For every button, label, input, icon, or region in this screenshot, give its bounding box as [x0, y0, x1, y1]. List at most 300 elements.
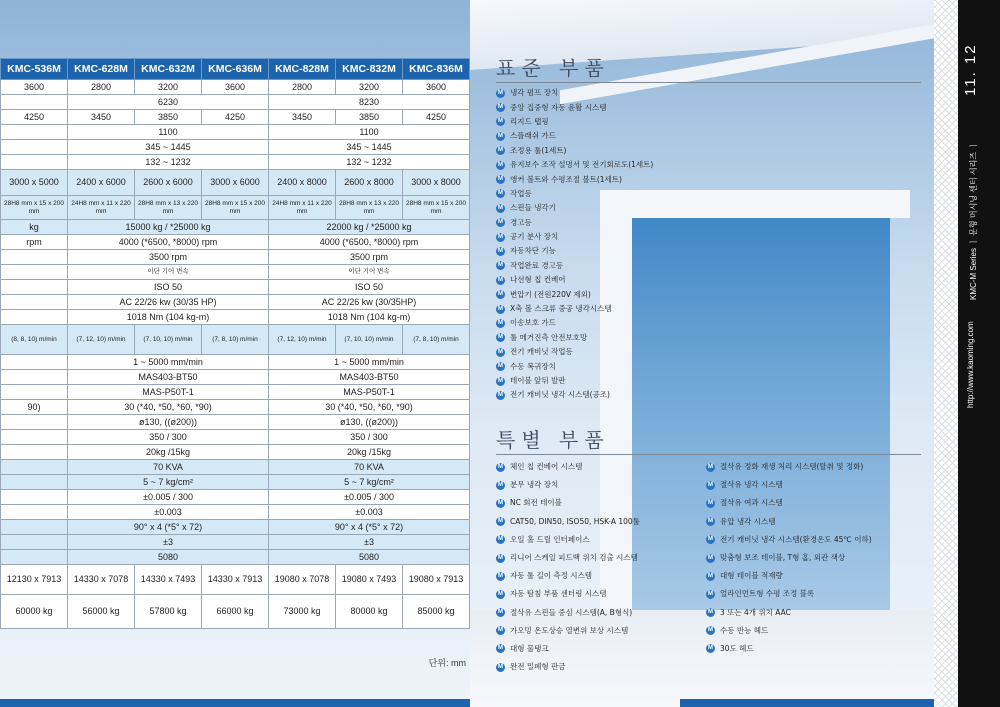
bullet-m-icon: M	[708, 572, 713, 579]
spec-row	[1, 385, 470, 400]
part-item-label: 30도 헤드	[720, 643, 754, 653]
spec-cell: 30 (*40, *50, *60, *90)	[269, 400, 470, 415]
bullet-m-icon: M	[498, 276, 503, 283]
part-item-label: 공기 분사 장치	[510, 232, 559, 242]
spec-cell: 4250	[1, 110, 68, 125]
part-item-label: 중앙 집중형 자동 윤활 시스템	[510, 102, 607, 112]
spec-row	[1, 155, 470, 170]
bullet-m-icon: M	[498, 536, 503, 543]
part-item	[496, 374, 653, 388]
part-item	[496, 549, 640, 567]
spec-cell: 28H8 mm x 15 x 200 mm	[1, 196, 68, 220]
special-divider	[496, 454, 921, 455]
part-item-label: 리니어 스케일 피드백 위치 검출 시스템	[510, 553, 638, 563]
spec-table	[0, 58, 470, 629]
bottom-stripe-left	[0, 699, 470, 707]
bullet-m-icon: M	[498, 463, 503, 470]
spec-row	[1, 295, 470, 310]
bottom-stripe-right	[680, 699, 934, 707]
part-item-label: 앵커 볼트와 수평조절 볼트(1세트)	[510, 174, 622, 184]
spec-cell: 5 ~ 7 kg/cm²	[68, 475, 269, 490]
bullet-m-icon: M	[498, 233, 503, 240]
bullet-m-icon: M	[498, 291, 503, 298]
bullet-m-icon: M	[498, 176, 503, 183]
bullet-m-icon: M	[708, 463, 713, 470]
part-item-label: 리지드 탭핑	[510, 116, 549, 126]
bullet-m-icon: M	[498, 609, 503, 616]
spec-cell: 2600 x 6000	[135, 170, 202, 196]
spec-cell: AC 22/26 kw (30/35HP)	[269, 295, 470, 310]
spec-cell: ±3	[68, 535, 269, 550]
spec-cell: 1100	[68, 125, 269, 140]
spec-cell: 4250	[403, 110, 470, 125]
unit-label: 단위: mm	[428, 658, 466, 668]
spec-row	[1, 520, 470, 535]
part-item-label: CAT50, DIN50, ISO50, HSK-A 100툴	[510, 516, 640, 526]
part-item-label: 스플래쉬 가드	[510, 131, 556, 141]
bullet-m-icon: M	[498, 590, 503, 597]
part-item	[496, 144, 653, 158]
bullet-m-icon: M	[498, 554, 503, 561]
spec-cell: 이단 기어 변속	[269, 265, 470, 280]
spec-row	[1, 445, 470, 460]
spec-cell	[1, 140, 68, 155]
part-item	[496, 129, 653, 143]
spec-row	[1, 595, 470, 629]
part-item	[496, 331, 653, 345]
spec-cell: 20kg /15kg	[269, 445, 470, 460]
part-item	[706, 531, 928, 549]
part-item	[496, 187, 653, 201]
bullet-m-icon: M	[498, 627, 503, 634]
spec-cell: 3600	[403, 80, 470, 95]
part-item-label: 전기 캐비닛 작업등	[510, 347, 573, 357]
part-item-label: NC 회전 테이블	[510, 498, 562, 508]
part-item	[706, 458, 928, 476]
part-item-label: 냉각 펌프 장치	[510, 88, 559, 98]
spec-row	[1, 325, 470, 355]
spec-cell: 4000 (*6500, *8000) rpm	[68, 235, 269, 250]
part-item-label: 자동 탐침 부품 센터링 시스템	[510, 589, 607, 599]
bullet-m-icon: M	[498, 262, 503, 269]
part-item-label: 자동 툴 길이 측정 시스템	[510, 571, 592, 581]
model-header: KMC-632M	[135, 59, 202, 80]
bullet-m-icon: M	[498, 147, 503, 154]
spec-cell: 20kg /15kg	[68, 445, 269, 460]
bullet-m-icon: M	[708, 536, 713, 543]
standard-parts-heading: 표준 부품	[496, 56, 610, 80]
part-item-label: 오일 홀 드릴 인터페이스	[510, 534, 590, 544]
spec-cell: 3500 rpm	[269, 250, 470, 265]
spec-cell: 2600 x 8000	[336, 170, 403, 196]
part-item-label: 자동차단 기능	[510, 246, 556, 256]
part-item	[496, 273, 653, 287]
bullet-m-icon: M	[708, 518, 713, 525]
part-item-label: 툴 메거진측 안전보호망	[510, 332, 588, 342]
spec-cell: 4250	[202, 110, 269, 125]
spec-cell: AC 22/26 kw (30/35 HP)	[68, 295, 269, 310]
spec-row	[1, 400, 470, 415]
spec-row	[1, 430, 470, 445]
part-item	[496, 100, 653, 114]
spec-cell: 57800 kg	[135, 595, 202, 629]
part-item-label: 테이블 앞뒤 발판	[510, 376, 566, 385]
spec-cell: 70 KVA	[269, 460, 470, 475]
spec-row	[1, 490, 470, 505]
spec-cell: 28H8 mm x 15 x 200 mm	[202, 196, 269, 220]
spec-cell	[1, 520, 68, 535]
spec-cell: 28H8 mm x 15 x 200 mm	[403, 196, 470, 220]
spec-cell: MAS-P50T-1	[68, 385, 269, 400]
spec-cell: ISO 50	[68, 280, 269, 295]
spec-cell: 132 ~ 1232	[68, 155, 269, 170]
spec-row	[1, 280, 470, 295]
part-item-label: 완전 밀폐형 판금	[510, 662, 566, 672]
bullet-m-icon: M	[498, 219, 503, 226]
spec-cell: ±3	[269, 535, 470, 550]
spec-cell: 60000 kg	[1, 595, 68, 629]
spec-cell: 12130 x 7913	[1, 565, 68, 595]
model-header-row	[1, 59, 470, 80]
spec-cell: 85000 kg	[403, 595, 470, 629]
spec-cell: 3600	[202, 80, 269, 95]
spec-cell: 56000 kg	[68, 595, 135, 629]
part-item-label: 전기 캐비닛 냉각 시스템(환경온도 45℃ 이하)	[720, 534, 872, 544]
spec-cell: kg	[1, 220, 68, 235]
part-item	[496, 115, 653, 129]
spec-cell: 2800	[269, 80, 336, 95]
spec-cell: ø130, ((ø200))	[269, 415, 470, 430]
part-item-label: 분무 냉각 장치	[510, 480, 559, 490]
part-item	[706, 604, 928, 622]
part-item	[496, 476, 640, 494]
bullet-m-icon: M	[708, 590, 713, 597]
part-item-label: 변압기 (전원220V 제외)	[510, 289, 591, 299]
bullet-m-icon: M	[708, 554, 713, 561]
spec-cell	[1, 310, 68, 325]
spec-cell	[1, 125, 68, 140]
spec-cell: 1018 Nm (104 kg-m)	[68, 310, 269, 325]
spec-cell: (7, 8, 10) m/min	[403, 325, 470, 355]
model-header: KMC-836M	[403, 59, 470, 80]
spec-cell: 1018 Nm (104 kg-m)	[269, 310, 470, 325]
spec-cell: 이단 기어 변속	[68, 265, 269, 280]
spec-cell: rpm	[1, 235, 68, 250]
spec-cell	[1, 475, 68, 490]
part-item	[496, 567, 640, 585]
part-item-label: 얼라인먼트형 수평 조정 블록	[720, 589, 815, 599]
bullet-m-icon: M	[498, 118, 503, 125]
bullet-m-icon: M	[708, 499, 713, 506]
spec-cell	[1, 355, 68, 370]
spec-cell	[1, 535, 68, 550]
spec-cell: 3850	[336, 110, 403, 125]
spec-cell: 28H8 mm x 13 x 220 mm	[135, 196, 202, 220]
part-item-label: X축 볼 스크류 중공 냉각시스템	[510, 304, 612, 314]
special-parts-list-left	[496, 458, 640, 676]
bullet-m-icon: M	[708, 609, 713, 616]
spec-row	[1, 220, 470, 235]
spec-cell: 3000 x 5000	[1, 170, 68, 196]
spec-cell: (7, 12, 10) m/min	[68, 325, 135, 355]
part-item	[496, 172, 653, 186]
bullet-m-icon: M	[498, 247, 503, 254]
spec-row	[1, 505, 470, 520]
part-item	[706, 549, 928, 567]
bullet-m-icon: M	[708, 481, 713, 488]
spec-row	[1, 235, 470, 250]
part-item	[496, 316, 653, 330]
bullet-m-icon: M	[498, 499, 503, 506]
spec-cell	[1, 370, 68, 385]
spec-cell: 5080	[68, 550, 269, 565]
spec-cell: 2400 x 6000	[68, 170, 135, 196]
part-item-label: 절삭유 스핀들 중심 시스템(A, B형식)	[510, 607, 633, 617]
spec-cell: ±0.003	[68, 505, 269, 520]
part-item-label: 작업등	[510, 188, 532, 198]
spec-cell	[1, 250, 68, 265]
bullet-m-icon: M	[498, 663, 503, 670]
part-item-label: 유지보수 조작 설명서 및 전기회로도(1세트)	[510, 160, 654, 170]
spec-cell: 90° x 4 (*5° x 72)	[269, 520, 470, 535]
spec-cell: 3850	[135, 110, 202, 125]
part-item	[496, 201, 653, 215]
spec-cell: 1 ~ 5000 mm/min	[269, 355, 470, 370]
part-item	[496, 513, 640, 531]
spec-cell: 2400 x 8000	[269, 170, 336, 196]
spec-cell: 5080	[269, 550, 470, 565]
spec-cell: ISO 50	[269, 280, 470, 295]
part-item	[496, 531, 640, 549]
spec-cell: 350 / 300	[269, 430, 470, 445]
part-item	[706, 622, 928, 640]
spec-cell: 24H8 mm x 11 x 220 mm	[269, 196, 336, 220]
spec-cell: 19080 x 7493	[336, 565, 403, 595]
spec-cell: 28H8 mm x 13 x 220 mm	[336, 196, 403, 220]
part-item-label: 경고등	[510, 217, 532, 227]
spec-row	[1, 170, 470, 196]
bullet-m-icon: M	[708, 645, 713, 652]
spec-cell: (7, 10, 10) m/min	[135, 325, 202, 355]
spec-cell: (8, 8, 10) m/min	[1, 325, 68, 355]
model-header: KMC-828M	[269, 59, 336, 80]
spec-cell	[1, 155, 68, 170]
part-item-label: 절삭유 정화 재생 처리 시스템(탈취 및 정화)	[720, 462, 864, 472]
special-parts-heading: 특별 부품	[496, 428, 610, 452]
spec-cell: 350 / 300	[68, 430, 269, 445]
part-item-label: 유압 냉각 시스템	[720, 516, 776, 526]
part-item-label: 이송보호 가드	[510, 318, 556, 328]
bullet-m-icon: M	[498, 305, 503, 312]
spec-cell: 90° x 4 (*5° x 72)	[68, 520, 269, 535]
spec-cell: 14330 x 7913	[202, 565, 269, 595]
spec-cell: 19080 x 7913	[403, 565, 470, 595]
part-item	[496, 287, 653, 301]
spec-cell: 15000 kg / *25000 kg	[68, 220, 269, 235]
bullet-m-icon: M	[498, 645, 503, 652]
spec-cell: 8230	[269, 95, 470, 110]
spec-cell	[1, 550, 68, 565]
part-item	[706, 513, 928, 531]
spec-cell: 1100	[269, 125, 470, 140]
model-header: KMC-832M	[336, 59, 403, 80]
spec-row	[1, 460, 470, 475]
part-item	[496, 259, 653, 273]
part-item	[496, 604, 640, 622]
spec-cell: 3000 x 8000	[403, 170, 470, 196]
spec-cell: 80000 kg	[336, 595, 403, 629]
spec-row	[1, 110, 470, 125]
spec-cell: ±0.005 / 300	[269, 490, 470, 505]
bullet-m-icon: M	[498, 89, 503, 96]
part-item-label: 대형 테이블 적재량	[720, 571, 783, 581]
side-pattern	[934, 0, 958, 707]
spec-cell: 3450	[269, 110, 336, 125]
spec-cell: 90)	[1, 400, 68, 415]
part-item	[706, 476, 928, 494]
spec-cell	[1, 265, 68, 280]
spec-cell: 24H8 mm x 11 x 220 mm	[68, 196, 135, 220]
spec-cell: 14330 x 7493	[135, 565, 202, 595]
model-header: KMC-636M	[202, 59, 269, 80]
spec-row	[1, 415, 470, 430]
bullet-m-icon: M	[498, 363, 503, 370]
website-url[interactable]: http://www.kaoming.com	[966, 321, 975, 408]
part-item-label: 절삭유 냉각 시스템	[720, 480, 783, 490]
spec-cell: 2800	[68, 80, 135, 95]
part-item-label: 조정용 툴(1세트)	[510, 145, 567, 155]
spec-cell: 70 KVA	[68, 460, 269, 475]
spec-cell: 3200	[336, 80, 403, 95]
part-item	[496, 216, 653, 230]
spec-row	[1, 535, 470, 550]
special-parts-list-right	[706, 458, 928, 658]
spec-cell: MAS403-BT50	[269, 370, 470, 385]
standard-parts-list	[496, 86, 653, 403]
side-black-bar	[958, 0, 1000, 707]
spec-row	[1, 565, 470, 595]
spec-cell: 66000 kg	[202, 595, 269, 629]
spec-cell: ±0.005 / 300	[68, 490, 269, 505]
part-item-label: 3 또는 4개 위치 AAC	[720, 607, 791, 617]
part-item	[706, 494, 928, 512]
part-item	[496, 345, 653, 359]
spec-row	[1, 250, 470, 265]
spec-cell: 3000 x 6000	[202, 170, 269, 196]
part-item-label: 절삭유 여과 시스템	[720, 498, 783, 508]
spec-cell: 3200	[135, 80, 202, 95]
part-item	[706, 585, 928, 603]
part-item	[496, 458, 640, 476]
spec-cell: 3500 rpm	[68, 250, 269, 265]
part-item-label: 맞춤형 보조 테이블, T형 홈, 외관 색상	[720, 553, 846, 563]
spec-row	[1, 550, 470, 565]
spec-cell: ø130, ((ø200))	[68, 415, 269, 430]
part-item	[496, 640, 640, 658]
bullet-m-icon: M	[498, 319, 503, 326]
bullet-m-icon: M	[498, 348, 503, 355]
bullet-m-icon: M	[498, 161, 503, 168]
spec-row	[1, 140, 470, 155]
part-item	[496, 622, 640, 640]
spec-row	[1, 196, 470, 220]
spec-cell	[1, 430, 68, 445]
spec-row	[1, 370, 470, 385]
part-item	[496, 86, 653, 100]
spec-cell: (7, 10, 10) m/min	[336, 325, 403, 355]
issue-number: 11. 12	[962, 43, 979, 96]
part-item	[496, 230, 653, 244]
spec-cell	[1, 445, 68, 460]
bullet-m-icon: M	[498, 104, 503, 111]
spec-cell: 1 ~ 5000 mm/min	[68, 355, 269, 370]
spec-row	[1, 475, 470, 490]
spec-cell	[1, 95, 68, 110]
spec-cell	[1, 460, 68, 475]
bullet-m-icon: M	[498, 132, 503, 139]
bullet-m-icon: M	[498, 481, 503, 488]
spec-row	[1, 355, 470, 370]
spec-cell: 132 ~ 1232	[269, 155, 470, 170]
spec-cell	[1, 295, 68, 310]
spec-cell: 345 ~ 1445	[269, 140, 470, 155]
part-item-label: 수동 복귀장치	[510, 361, 556, 371]
spec-cell: 345 ~ 1445	[68, 140, 269, 155]
spec-cell	[1, 490, 68, 505]
spec-row	[1, 125, 470, 140]
spec-cell: ±0.003	[269, 505, 470, 520]
spec-cell	[1, 415, 68, 430]
model-header: KMC-628M	[68, 59, 135, 80]
bullet-m-icon: M	[708, 627, 713, 634]
bullet-m-icon: M	[498, 334, 503, 341]
part-item	[496, 359, 653, 373]
part-item-label: 스핀들 냉각기	[510, 203, 556, 213]
series-title: KMC-M Series ㅣ 문형 머시닝 센터 시리즈 ㅣ	[969, 141, 978, 300]
part-item-label: 체인 칩 컨베어 시스템	[510, 462, 583, 472]
part-item-label: 대형 물탱크	[510, 643, 549, 653]
part-item-label: 전기 캐비닛 냉각 시스템(공조)	[510, 390, 610, 400]
spec-cell	[1, 280, 68, 295]
spec-cell: 3600	[1, 80, 68, 95]
part-item-label: 작업완료 경고등	[510, 260, 564, 270]
spec-row	[1, 80, 470, 95]
bullet-m-icon: M	[498, 377, 503, 384]
bullet-m-icon: M	[498, 518, 503, 525]
bullet-m-icon: M	[498, 391, 503, 398]
part-item	[706, 640, 928, 658]
spec-cell: 22000 kg / *25000 kg	[269, 220, 470, 235]
spec-cell: MAS-P50T-1	[269, 385, 470, 400]
spec-cell: 6230	[68, 95, 269, 110]
part-item	[496, 658, 640, 676]
spec-row	[1, 310, 470, 325]
spec-cell: 5 ~ 7 kg/cm²	[269, 475, 470, 490]
spec-cell: 4000 (*6500, *8000) rpm	[269, 235, 470, 250]
spec-cell: 3450	[68, 110, 135, 125]
spec-cell: MAS403-BT50	[68, 370, 269, 385]
standard-divider	[496, 82, 921, 83]
model-header: KMC-536M	[1, 59, 68, 80]
part-item	[496, 158, 653, 172]
part-item	[496, 494, 640, 512]
spec-cell: (7, 12, 10) m/min	[269, 325, 336, 355]
bullet-m-icon: M	[498, 572, 503, 579]
spec-cell	[1, 505, 68, 520]
spec-cell: (7, 8, 10) m/min	[202, 325, 269, 355]
part-item-label: 가오밍 온도상승 열변위 보상 시스템	[510, 625, 629, 635]
bullet-m-icon: M	[498, 204, 503, 211]
